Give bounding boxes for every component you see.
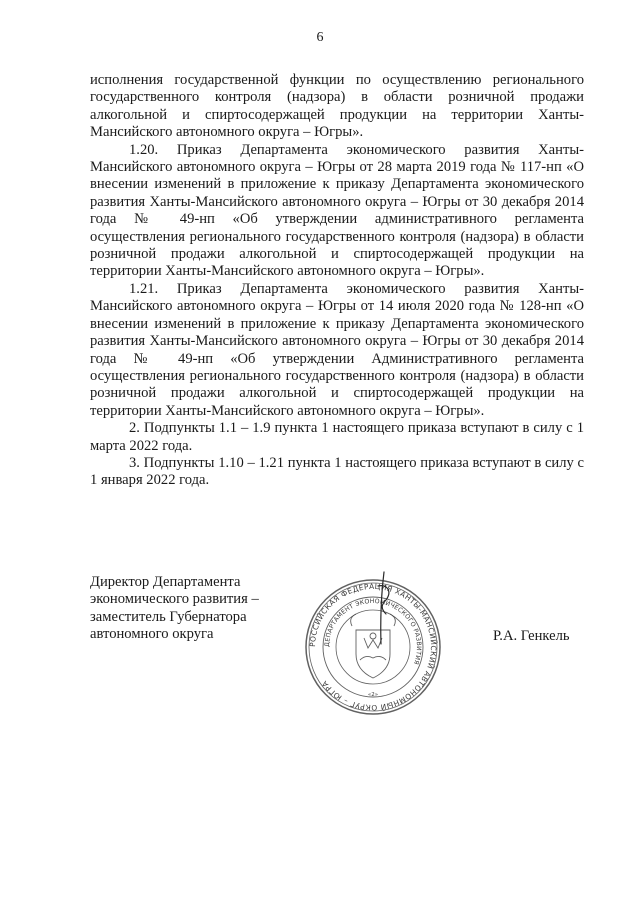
handwritten-signature (340, 570, 430, 650)
position-line: Директор Департамента (90, 574, 241, 590)
seal-inner-text: ДЕПАРТАМЕНТ ЭКОНОМИЧЕСКОГО РАЗВИТИЯ (323, 597, 423, 666)
paragraph-1-20: 1.20. Приказ Департамента экономического развития Ханты-Мансийского автономного округа – Югры от 28 марта 2019 года № 117-нп «О внесении изменений в приложение к приказу Департамента экономического развития Ханты-Мансийского автономного округа – Югры от 30 декабря 2014 года № 49-нп «Об утверждении административного регламента осуществления регионального государственного контроля (надзора) в области розничной продажи алкогольной и спиртосодержащей продукции на территории Ханты-Мансийского автономного округа – Югры». (90, 141, 584, 280)
paragraph-continuation: исполнения государственной функции по осуществлению регионального государственного контроля (надзора) в области розничной продажи алкогольной и спиртосодержащей продукции на территории Ханты-Мансийского автономного округа – Югры». (90, 72, 584, 141)
position-line: экономического развития – (90, 591, 259, 608)
seal-number: «2» (367, 692, 379, 698)
signatory-name: Р.А. Генкель (493, 628, 570, 644)
paragraph-2: 2. Подпункты 1.1 – 1.9 пункта 1 настоящего приказа вступают в силу с 1 марта 2022 года. (90, 420, 584, 454)
page-number: 6 (316, 30, 324, 45)
paragraph-3: 3. Подпункты 1.10 – 1.21 пункта 1 настоящего приказа вступают в силу с 1 января 2022 года. (90, 454, 584, 489)
position-line: заместитель Губернатора (90, 608, 247, 625)
seal-outer-text: РОССИЙСКАЯ ФЕДЕРАЦИЯ ХАНТЫ-МАНСИЙСКИЙ АВТОНОМНЫЙ ОКРУГ – ЮГРА (307, 581, 439, 713)
signatory-position (90, 574, 290, 644)
document-body (90, 72, 584, 490)
position-line: автономного округа (90, 626, 214, 643)
paragraph-1-21: 1.21. Приказ Департамента экономического развития Ханты-Мансийского автономного округа – Югры от 14 июля 2020 года № 128-нп «О внесении изменений в приложение к приказу Департамента экономического развития Ханты-Мансийского автономного округа – Югры от 30 декабря 2014 года № 49-нп «Об утверждении Административного регламента осуществления регионального государственного контроля (надзора) в области розничной продажи алкогольной и спиртосодержащей продукции на территории Ханты-Мансийского автономного округа – Югры». (90, 280, 584, 419)
